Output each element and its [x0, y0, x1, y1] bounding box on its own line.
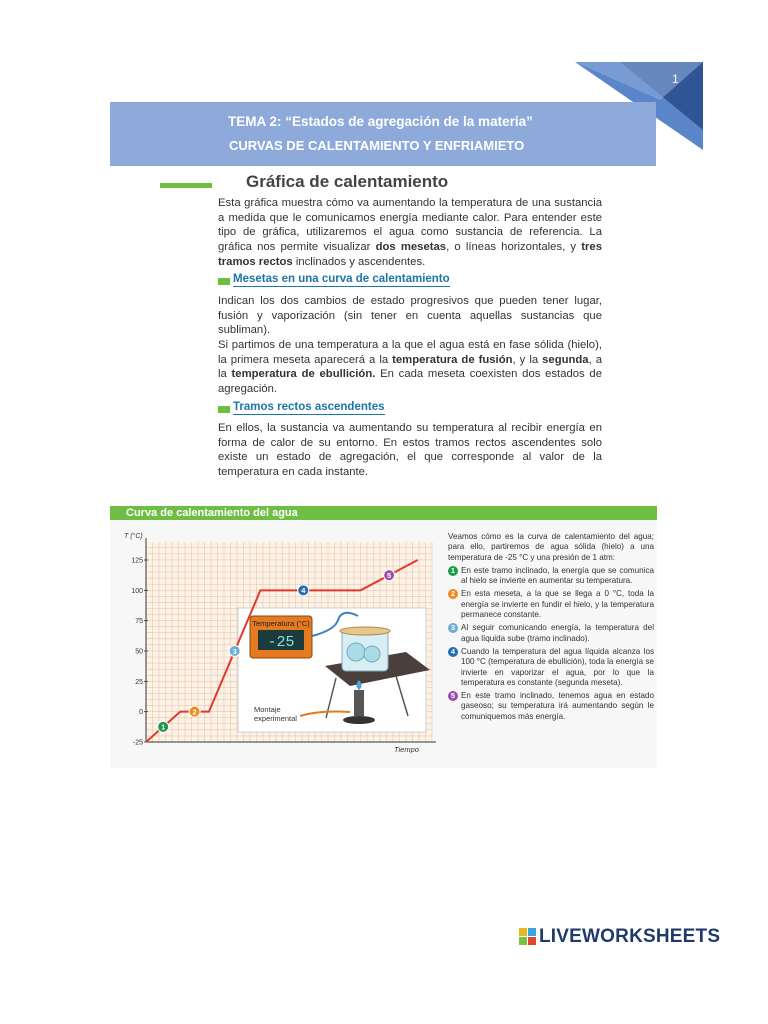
- display-label: Temperatura (°C): [252, 619, 310, 628]
- marker-number: 4: [301, 586, 306, 596]
- display-value: -25: [267, 634, 295, 651]
- marker-number: 3: [232, 646, 237, 656]
- y-tick-label: 100: [131, 587, 143, 595]
- subheading-marker: [218, 278, 230, 285]
- y-tick-label: 50: [135, 648, 143, 656]
- mesetas-paragraph-2: [218, 338, 602, 397]
- curve-marker-5: [384, 570, 395, 581]
- y-tick-label: 25: [135, 678, 143, 686]
- figure-intro-text: Veamos cómo es la curva de calentamiento del agua; para ello, partiremos de agua sólida (hielo) a una temperatura de -25 °C y una presión de 1 atm:: [448, 532, 654, 562]
- ice-cube: [347, 643, 365, 661]
- y-tick-label: 125: [131, 557, 143, 565]
- heating-curve-figure: [110, 506, 657, 768]
- step-text: En este tramo inclinado, la energía que se comunica al hielo se invierte en aumentar su temperatura.: [461, 565, 654, 586]
- step-number-badge: 2: [448, 589, 458, 599]
- burner: [354, 690, 364, 716]
- step-item-4: [448, 647, 654, 688]
- step-item-2: [448, 589, 654, 620]
- curve-marker-2: [189, 706, 200, 717]
- step-number-badge: 1: [448, 566, 458, 576]
- logo-square: [519, 928, 527, 936]
- marker-number: 5: [387, 570, 392, 580]
- curve-marker-3: [229, 646, 240, 657]
- step-item-3: [448, 623, 654, 644]
- mesetas-paragraph-1: [218, 294, 602, 338]
- figure-title: Curva de calentamiento del agua: [126, 507, 298, 519]
- step-text: En este tramo inclinado, tenemos agua en estado gaseoso; su temperatura irá aumentando según le comuniquemos más energía.: [461, 691, 654, 721]
- subheading-marker: [218, 406, 230, 413]
- header-title: TEMA 2: “Estados de agregación de la materia”: [228, 114, 533, 129]
- bold-text: dos mesetas: [375, 241, 447, 254]
- text-run: Si partimos de una temperatura a la que el agua está en fase sólida (hielo), la primera meseta aparecerá a la: [218, 339, 602, 366]
- text-run: En ellos, la sustancia va aumentando su temperatura al recibir energía en forma de calor de su entorno. En estos tramos rectos ascendentes solo existe un estado de agregación, el que corresponde al valor de la temperatura en cada instante.: [218, 422, 602, 479]
- text-run: En cada meseta coexisten dos estados de agregación.: [218, 368, 602, 396]
- bold-text: temperatura de fusión: [392, 353, 513, 366]
- text-run: Esta gráfica muestra cómo va aumentando la temperatura de una sustancia a medida que le comunicamos energía mediante calor. Para entender este tipo de gráfica, utilizaremos el agua como sustancia de referencia. La gráfica nos permite visualizar: [218, 197, 602, 254]
- step-item-5: [448, 691, 654, 722]
- tramos-paragraph: [218, 421, 602, 480]
- text-run: Indican los dos cambios de estado progresivos que pueden tener lugar, fusión y vaporización (sin tener en cuenta aquellas sustancias que subliman).: [218, 295, 602, 337]
- logo-square: [528, 928, 536, 936]
- bold-text: tres tramos rectos: [218, 241, 602, 268]
- text-run: , y la: [512, 353, 543, 366]
- montaje-label-1: Montaje: [254, 705, 281, 714]
- step-number-badge: 5: [448, 691, 458, 701]
- section-title: Gráfica de calentamiento: [246, 172, 449, 191]
- bold-text: segunda: [542, 353, 589, 366]
- step-item-1: [448, 566, 654, 587]
- y-tick-label: -25: [132, 739, 143, 747]
- burner-base: [343, 716, 375, 724]
- experimental-apparatus: [238, 608, 430, 732]
- bold-text: temperatura de ebullición.: [231, 368, 376, 381]
- step-text: En esta meseta, a la que se llega a 0 °C, toda la energía se invierte en fundir el hielo, y la temperatura permanece constante.: [461, 589, 654, 620]
- text-run: , o líneas horizontales, y: [446, 241, 582, 254]
- marker-number: 2: [192, 707, 197, 717]
- liveworksheets-icon: [519, 928, 537, 946]
- worksheet-header: [110, 102, 656, 166]
- subheading-tramos: [218, 401, 385, 415]
- curve-marker-4: [298, 585, 309, 596]
- liveworksheets-logo: [519, 926, 720, 948]
- liveworksheets-wordmark: LIVEWORKSHEETS: [539, 926, 721, 947]
- figure-title-bar: [110, 506, 657, 520]
- y-tick-label: 75: [135, 618, 143, 626]
- text-run: inclinados y ascendentes.: [292, 255, 426, 268]
- step-number-badge: 4: [448, 647, 458, 657]
- ice-cube: [364, 646, 380, 662]
- header-subtitle: CURVAS DE CALENTAMIENTO Y ENFRIAMIETO: [229, 138, 525, 153]
- step-number-badge: 3: [448, 623, 458, 633]
- beaker-lid: [340, 627, 390, 635]
- intro-paragraph: [218, 196, 602, 270]
- subheading-tramos-text: Tramos rectos ascendentes: [233, 401, 385, 413]
- text-run: , a la: [218, 353, 603, 381]
- heating-curve-chart: [110, 520, 440, 766]
- logo-square: [528, 937, 536, 945]
- montaje-label-2: experimental: [254, 714, 297, 723]
- x-axis-label: Tiempo: [394, 745, 419, 754]
- logo-square: [519, 937, 527, 945]
- y-tick-label: 0: [139, 709, 143, 717]
- y-axis-label: T (°C): [124, 533, 143, 540]
- steps-list: [448, 566, 654, 722]
- step-text: Al seguir comunicando energía, la temperatura del agua líquida sube (tramo inclinado).: [461, 623, 654, 643]
- figure-explanation: [448, 532, 654, 725]
- subheading-mesetas: [218, 273, 450, 287]
- marker-number: 1: [161, 722, 166, 732]
- step-text: Cuando la temperatura del agua líquida alcanza los 100 °C (temperatura de ebullición), toda la energía se invierte en vaporizar el agua, por lo que la temperatura es constante (segunda meseta).: [461, 646, 654, 687]
- page-number: 1: [672, 72, 679, 86]
- subheading-mesetas-text: Mesetas en una curva de calentamiento: [233, 273, 450, 285]
- section-accent-bar: [160, 183, 212, 188]
- curve-marker-1: [158, 721, 169, 732]
